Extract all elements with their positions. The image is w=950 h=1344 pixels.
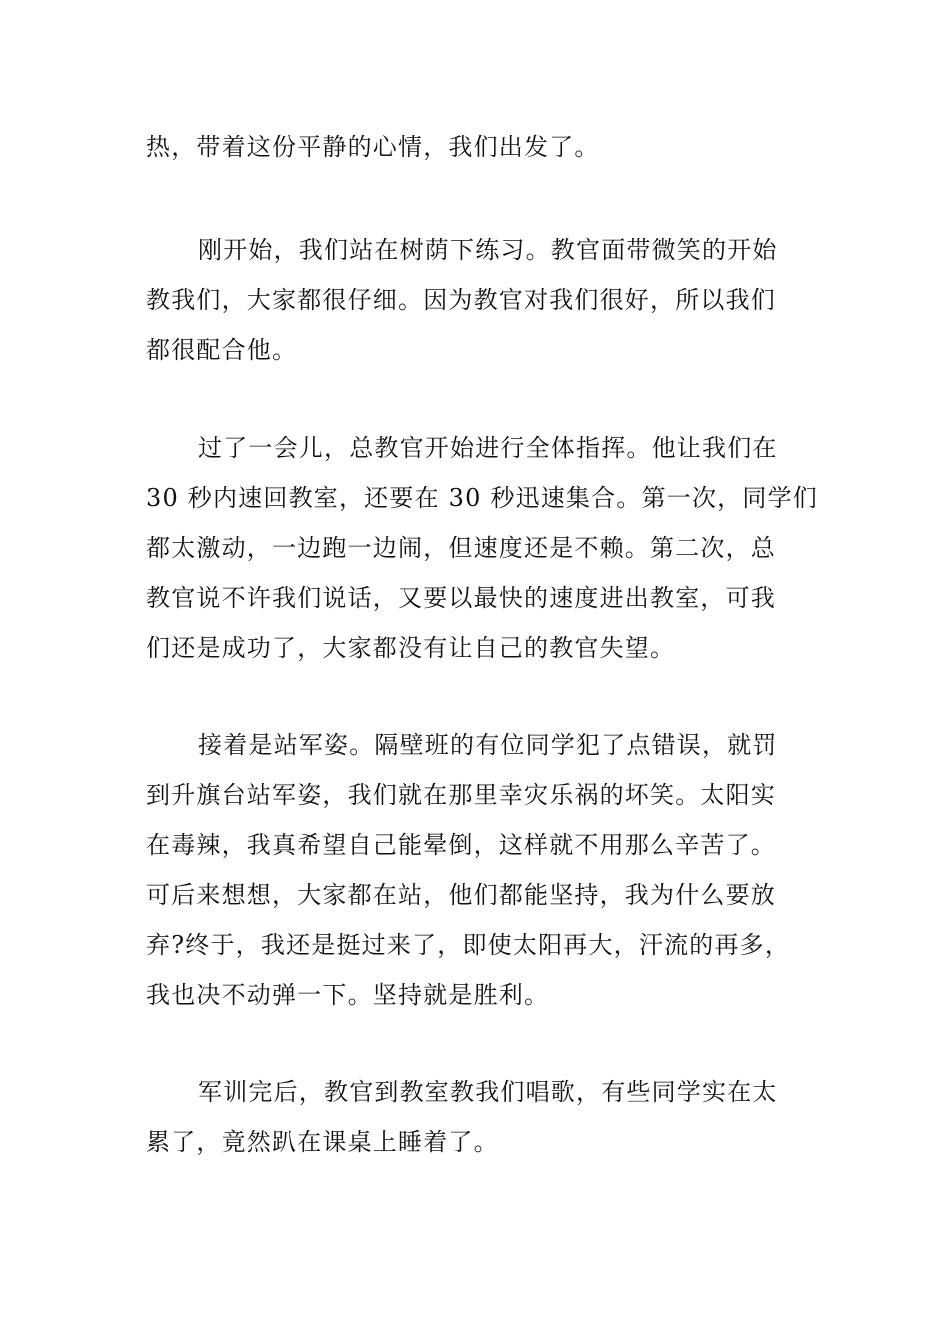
paragraph-3	[146, 423, 818, 673]
paragraph-line: 可后来想想，大家都在站，他们都能坚持，我为什么要放	[146, 881, 776, 909]
paragraph-line: 刚开始，我们站在树荫下练习。教官面带微笑的开始	[198, 236, 778, 264]
paragraph-line: 军训完后，教官到教室教我们唱歌，有些同学实在太	[198, 1078, 778, 1106]
paragraph-1	[146, 122, 806, 172]
paragraph-line: 到升旗台站军姿，我们就在那里幸灾乐祸的坏笑。太阳实	[146, 781, 776, 809]
paragraph-line: 我也决不动弹一下。坚持就是胜利。	[146, 981, 550, 1009]
paragraph-line: 都太激动，一边跑一边闹，但速度还是不赖。第二次，总	[146, 534, 776, 562]
paragraph-line: 们还是成功了，大家都没有让自己的教官失望。	[146, 634, 676, 662]
paragraph-line: 接着是站军姿。隔壁班的有位同学犯了点错误，就罚	[198, 731, 778, 759]
paragraph-line: 热，带着这份平静的心情，我们出发了。	[146, 133, 600, 161]
paragraph-line: 过了一会儿，总教官开始进行全体指挥。他让我们在	[198, 434, 778, 462]
paragraph-line: 累了，竟然趴在课桌上睡着了。	[146, 1128, 499, 1156]
paragraph-line: 教我们，大家都很仔细。因为教官对我们很好，所以我们	[146, 286, 776, 314]
paragraph-4	[146, 720, 806, 1020]
paragraph-2	[146, 225, 806, 375]
paragraph-5	[146, 1067, 806, 1167]
paragraph-line: 教官说不许我们说话，又要以最快的速度进出教室，可我	[146, 584, 776, 612]
paragraph-line: 弃?终于，我还是挺过来了，即使太阳再大，汗流的再多，	[146, 931, 791, 959]
paragraph-line: 30 秒内速回教室，还要在 30 秒迅速集合。第一次，同学们	[146, 484, 818, 512]
paragraph-line: 在毒辣，我真希望自己能晕倒，这样就不用那么辛苦了。	[146, 831, 776, 859]
paragraph-line: 都很配合他。	[146, 336, 298, 364]
